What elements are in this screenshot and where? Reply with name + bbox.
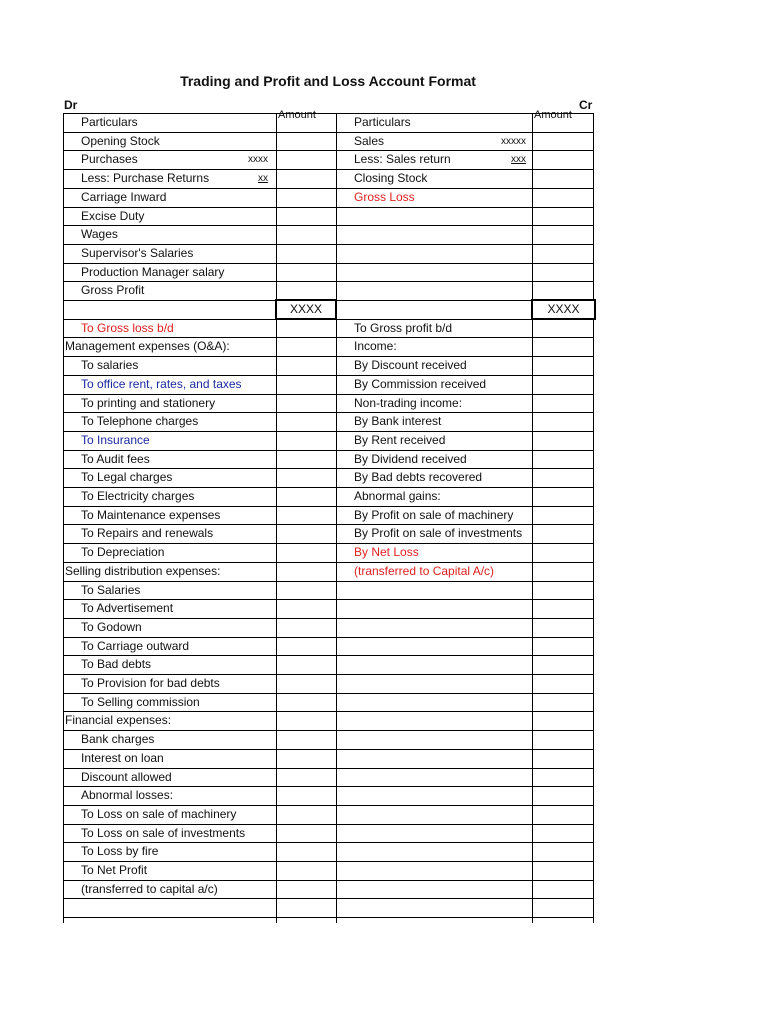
grid-horizontal-line bbox=[63, 898, 594, 899]
particular-text: Closing Stock bbox=[354, 171, 428, 186]
ledger-row-debit bbox=[63, 768, 594, 787]
particular-text: To printing and stationery bbox=[81, 395, 216, 410]
amount-column-header: Amount bbox=[278, 110, 316, 121]
amount-column-header: Amount bbox=[534, 110, 572, 121]
ledger-row-credit bbox=[63, 225, 594, 244]
particular-text: To Bad debts bbox=[81, 657, 152, 672]
particular-text: By Bank interest bbox=[354, 414, 442, 429]
particular-text: To Provision for bad debts bbox=[81, 676, 220, 690]
ledger-row-debit bbox=[63, 655, 594, 674]
ledger-row-debit bbox=[63, 599, 594, 618]
particular-text: By Bad debts recovered bbox=[354, 470, 483, 485]
ledger-row-debit bbox=[63, 711, 594, 730]
particular-text: (transferred to Capital A/c) bbox=[354, 563, 495, 578]
particular-text bbox=[354, 263, 532, 282]
ledger-row-credit bbox=[63, 356, 594, 375]
ledger-row-credit bbox=[63, 412, 594, 431]
particular-text: Opening Stock bbox=[81, 133, 160, 148]
particular-text: To Carriage outward bbox=[81, 638, 190, 653]
ledger-row-debit bbox=[63, 637, 594, 656]
particular-text: Purchases bbox=[81, 152, 138, 167]
particular-text: (transferred to capital a/c) bbox=[81, 881, 218, 896]
ledger-row-credit bbox=[63, 562, 594, 581]
particular-text bbox=[354, 281, 532, 300]
ledger-row-debit bbox=[63, 749, 594, 768]
ledger-row-credit bbox=[63, 207, 594, 226]
ledger-row-debit bbox=[63, 786, 594, 805]
particular-text: To Loss on sale of investments bbox=[81, 825, 246, 840]
ledger-row-debit bbox=[63, 880, 594, 899]
particular-text: To Maintenance expenses bbox=[81, 507, 221, 522]
particular-text: To Repairs and renewals bbox=[81, 526, 214, 541]
particular-text bbox=[354, 207, 532, 226]
ledger-row-credit bbox=[63, 132, 594, 151]
particular-text: To Loss on sale of machinery bbox=[81, 806, 237, 821]
particular-text: To Audit fees bbox=[81, 451, 150, 466]
particular-text: By Profit on sale of machinery bbox=[354, 507, 514, 522]
particular-text: Discount allowed bbox=[81, 769, 172, 784]
ledger-row-debit bbox=[63, 674, 594, 693]
ledger-row-credit bbox=[63, 188, 594, 207]
particular-text: By Commission received bbox=[354, 376, 487, 391]
sub-amount: xxxx bbox=[248, 154, 268, 166]
ledger-row-credit bbox=[63, 337, 594, 356]
particular-text: Gross Loss bbox=[354, 189, 415, 204]
particular-text: Selling distribution expenses: bbox=[65, 563, 221, 578]
ledger-row-debit bbox=[63, 824, 594, 843]
ledger-row-debit bbox=[63, 693, 594, 712]
ledger-row-credit bbox=[63, 543, 594, 562]
ledger-row-credit bbox=[63, 281, 594, 300]
particular-text: Management expenses (O&A): bbox=[65, 339, 230, 354]
ledger-row-credit bbox=[63, 319, 594, 338]
sub-amount: xxx bbox=[511, 154, 526, 166]
ledger-row-debit bbox=[63, 842, 594, 861]
ledger-row-credit bbox=[63, 394, 594, 413]
particular-text: Non-trading income: bbox=[354, 395, 463, 410]
particular-text: Less: Sales return bbox=[354, 152, 451, 167]
particular-text: Wages bbox=[81, 227, 118, 242]
particular-text: To office rent, rates, and taxes bbox=[81, 376, 242, 391]
particular-text: Sales bbox=[354, 133, 385, 148]
sub-amount: xxxxx bbox=[501, 135, 526, 147]
particular-text bbox=[354, 225, 532, 244]
credit-total-box: XXXX bbox=[531, 299, 596, 320]
ledger-table bbox=[63, 110, 594, 923]
particular-text: By Dividend received bbox=[354, 451, 467, 466]
particular-text: To Loss by fire bbox=[81, 844, 159, 859]
particular-text: Abnormal losses: bbox=[81, 788, 174, 803]
debit-label: Dr bbox=[64, 98, 78, 112]
particular-text: Carriage Inward bbox=[81, 189, 167, 204]
ledger-row-debit bbox=[63, 805, 594, 824]
ledger-row-credit bbox=[63, 431, 594, 450]
particular-text: Bank charges bbox=[81, 732, 155, 747]
particular-text: To Salaries bbox=[81, 582, 141, 597]
ledger-row-credit bbox=[63, 450, 594, 469]
ledger-row-credit bbox=[63, 169, 594, 188]
particular-text: To salaries bbox=[81, 358, 139, 373]
ledger-row-debit bbox=[63, 730, 594, 749]
particular-text: To Selling commission bbox=[81, 694, 200, 709]
ledger-row-credit bbox=[63, 150, 594, 169]
ledger-row-debit bbox=[63, 861, 594, 880]
ledger-row-credit bbox=[63, 524, 594, 543]
particular-text: To Electricity charges bbox=[81, 489, 195, 503]
particular-text: Less: Purchase Returns bbox=[81, 171, 210, 186]
document-title: Trading and Profit and Loss Account Format bbox=[180, 73, 476, 89]
particular-text: To Insurance bbox=[81, 432, 150, 447]
ledger-row-debit bbox=[63, 581, 594, 600]
particular-text: By Profit on sale of investments bbox=[354, 526, 523, 541]
particular-text: By Net Loss bbox=[354, 545, 419, 560]
particular-text: To Gross profit b/d bbox=[354, 320, 453, 335]
particular-text: By Rent received bbox=[354, 432, 446, 447]
particular-text: Income: bbox=[354, 339, 397, 354]
particular-text: Excise Duty bbox=[81, 208, 145, 223]
particular-text: Interest on loan bbox=[81, 750, 164, 765]
particular-text: To Depreciation bbox=[81, 545, 165, 560]
ledger-row-debit bbox=[63, 618, 594, 637]
particular-text: Financial expenses: bbox=[65, 713, 172, 728]
ledger-row-credit bbox=[63, 468, 594, 487]
ledger-row-credit bbox=[63, 244, 594, 263]
particular-text: To Gross loss b/d bbox=[81, 320, 174, 335]
ledger-row-credit bbox=[63, 487, 594, 506]
particular-text: To Advertisement bbox=[81, 601, 174, 616]
particular-text: To Godown bbox=[81, 619, 142, 634]
particular-text: Production Manager salary bbox=[81, 264, 225, 279]
particular-text: To Net Profit bbox=[81, 863, 148, 877]
particular-text: To Telephone charges bbox=[81, 414, 199, 429]
ledger-row-credit bbox=[63, 263, 594, 282]
particular-text: Particulars bbox=[354, 115, 411, 129]
credit-label: Cr bbox=[579, 98, 593, 112]
particular-text: Supervisor's Salaries bbox=[81, 245, 194, 260]
grid-horizontal-line bbox=[63, 917, 594, 918]
debit-total-box: XXXX bbox=[275, 299, 337, 320]
sub-amount: xx bbox=[258, 173, 268, 185]
particular-text: Gross Profit bbox=[81, 283, 145, 298]
particular-text: Abnormal gains: bbox=[354, 489, 441, 503]
particular-text: Particulars bbox=[81, 115, 138, 129]
particular-text: By Discount received bbox=[354, 358, 467, 373]
particular-text: To Legal charges bbox=[81, 470, 173, 485]
ledger-row-credit bbox=[63, 375, 594, 394]
ledger-row-credit bbox=[63, 506, 594, 525]
particular-text bbox=[354, 244, 532, 263]
